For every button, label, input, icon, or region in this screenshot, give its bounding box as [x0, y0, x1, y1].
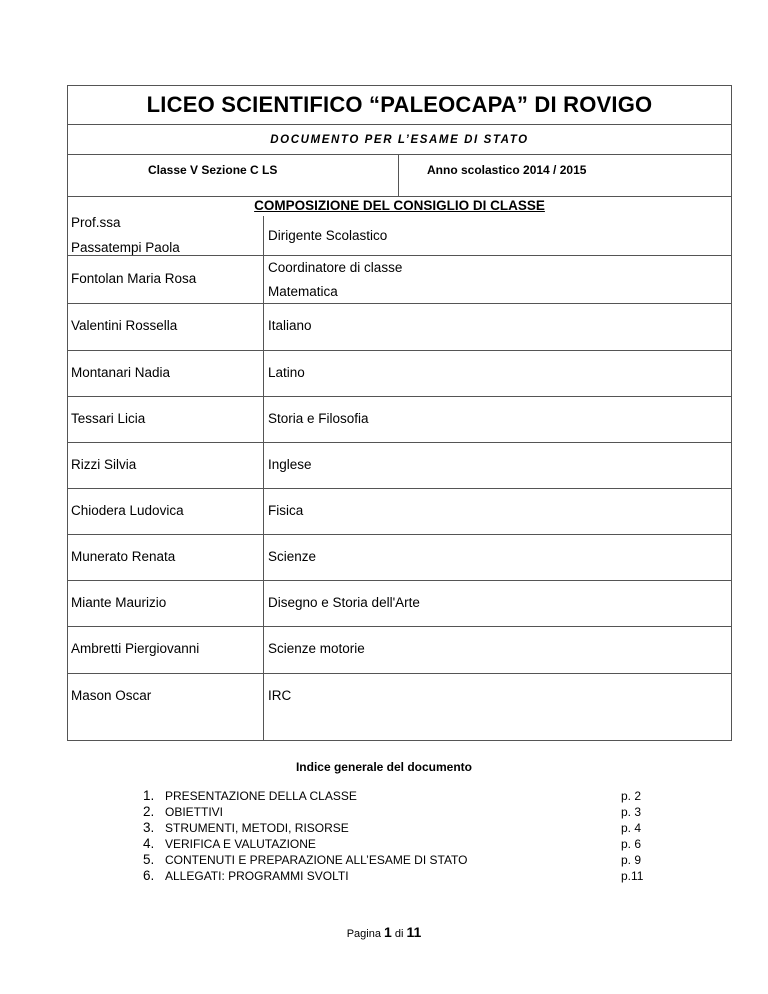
member-name: Fontolan Maria Rosa	[71, 271, 197, 286]
council-member-row	[68, 396, 731, 442]
member-role: Disegno e Storia dell'Arte	[268, 595, 420, 610]
council-heading: COMPOSIZIONE DEL CONSIGLIO DI CLASSE	[254, 198, 545, 213]
index-page: p. 3	[621, 805, 642, 819]
index-page: p.11	[621, 869, 644, 883]
index-label: STRUMENTI, METODI, RISORSE	[165, 821, 349, 835]
member-role-line2: Matematica	[268, 284, 338, 299]
page-word: Pagina	[346, 928, 381, 940]
index-list	[143, 789, 663, 885]
index-page: p. 6	[621, 837, 642, 851]
member-role: Inglese	[268, 457, 312, 472]
member-name: Rizzi Silvia	[71, 457, 137, 472]
class-cell	[68, 155, 399, 196]
member-role: Scienze	[268, 549, 317, 564]
member-name: Montanari Nadia	[71, 365, 171, 380]
index-label: CONTENUTI E PREPARAZIONE ALL’ESAME DI STATO	[165, 853, 468, 867]
index-item	[143, 789, 663, 805]
index-item	[143, 837, 663, 853]
index-number: 5.	[143, 852, 155, 867]
member-name: Prof.ssa	[71, 215, 121, 230]
class-info-row	[68, 155, 731, 197]
index-number: 3.	[143, 820, 155, 835]
index-title: Indice generale del documento	[295, 760, 473, 774]
member-name: Chiodera Ludovica	[71, 503, 184, 518]
school-year: Anno scolastico 2014 / 2015	[427, 163, 587, 177]
school-title: LICEO SCIENTIFICO “PALEOCAPA” DI ROVIGO	[146, 92, 653, 117]
member-role: Italiano	[268, 318, 312, 333]
member-role: Fisica	[268, 503, 304, 518]
member-role: Coordinatore di classe	[268, 260, 403, 275]
index-item	[143, 869, 663, 885]
member-name: Miante Maurizio	[71, 595, 167, 610]
member-name-line2: Passatempi Paola	[71, 240, 180, 255]
member-name: Munerato Renata	[71, 549, 176, 564]
council-member-row	[68, 534, 731, 580]
subtitle-row	[68, 125, 731, 155]
index-item	[143, 805, 663, 821]
member-role: Scienze motorie	[268, 641, 365, 656]
council-member-row	[68, 442, 731, 488]
council-member-row	[68, 626, 731, 673]
class-section: Classe V Sezione C LS	[148, 163, 278, 177]
member-name: Ambretti Piergiovanni	[71, 641, 200, 656]
member-role: Storia e Filosofia	[268, 411, 369, 426]
page-footer	[0, 924, 768, 940]
index-page: p. 2	[621, 789, 642, 803]
index-label: VERIFICA E VALUTAZIONE	[165, 837, 316, 851]
member-role: Latino	[268, 365, 305, 380]
document-subtitle: DOCUMENTO PER L’ESAME DI STATO	[270, 133, 529, 146]
index-label: ALLEGATI: PROGRAMMI SVOLTI	[165, 869, 349, 883]
council-member-row	[68, 488, 731, 534]
title-row	[68, 86, 731, 125]
member-name: Tessari Licia	[71, 411, 146, 426]
member-role: IRC	[268, 688, 292, 703]
page-number: 1	[384, 924, 392, 940]
index-number: 6.	[143, 868, 155, 883]
index-page: p. 9	[621, 853, 642, 867]
council-member-row	[68, 303, 731, 350]
index-number: 4.	[143, 836, 155, 851]
index-item	[143, 853, 663, 869]
document-frame	[67, 85, 732, 741]
member-name: Valentini Rossella	[71, 318, 178, 333]
council-member-row	[68, 216, 731, 255]
index-number: 1.	[143, 788, 155, 803]
member-name: Mason Oscar	[71, 688, 152, 703]
index-number: 2.	[143, 804, 155, 819]
total-pages: 11	[406, 924, 422, 940]
index-label: PRESENTAZIONE DELLA CLASSE	[165, 789, 357, 803]
council-member-row	[68, 580, 731, 626]
index-item	[143, 821, 663, 837]
index-page: p. 4	[621, 821, 642, 835]
council-member-row	[68, 350, 731, 396]
of-word: di	[394, 928, 404, 940]
council-member-row	[68, 255, 731, 303]
index-label: OBIETTIVI	[165, 805, 224, 819]
member-role: Dirigente Scolastico	[268, 228, 388, 243]
council-member-row	[68, 673, 731, 741]
